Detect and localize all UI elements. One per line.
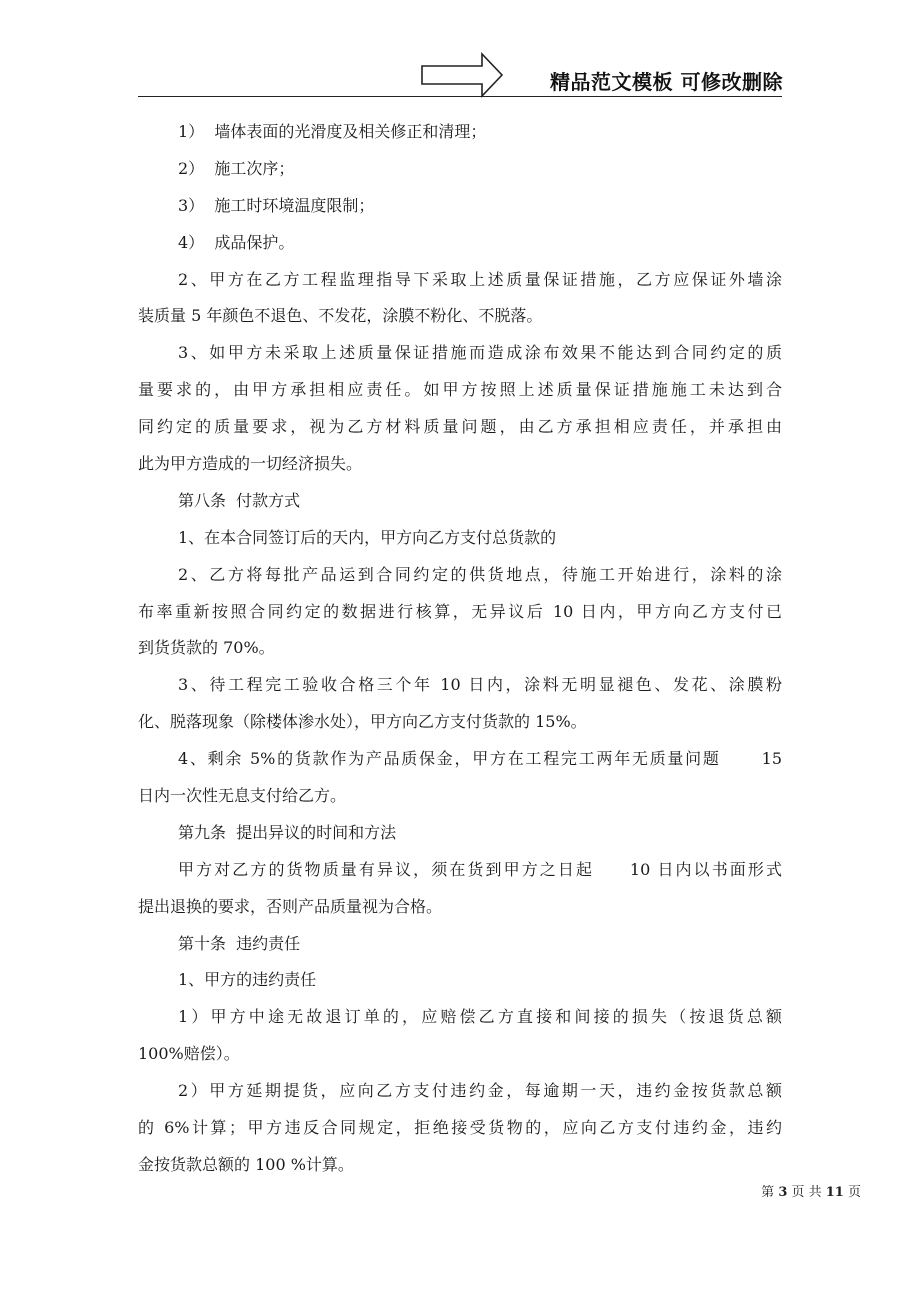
right-arrow-outline-icon [420, 52, 504, 98]
text-line: 日内一次性无息支付给乙方。 [138, 786, 347, 806]
page-header [0, 0, 920, 100]
text-line: 第十条 违约责任 [178, 933, 301, 953]
text-line: 4、剩余 5%的货款作为产品质保金，甲方在工程完工两年无质量问题 15 [178, 749, 782, 769]
text-line: 3、如甲方未采取上述质量保证措施而造成涂布效果不能达到合同约定的质 [178, 343, 782, 363]
page-number-suffix: 页 [843, 1185, 861, 1200]
text-line: 2） 施工次序； [178, 158, 295, 178]
current-page: 3 [778, 1185, 788, 1200]
text-line: 1）甲方中途无故退订单的，应赔偿乙方直接和间接的损失（按退货总额 [178, 1007, 782, 1027]
document-body [138, 114, 782, 1184]
text-line: 此为甲方造成的一切经济损失。 [138, 454, 363, 474]
text-line: 同约定的质量要求，视为乙方材料质量问题，由乙方承担相应责任，并承担由 [138, 417, 782, 437]
text-line: 2）甲方延期提货，应向乙方支付违约金，每逾期一天，违约金按货款总额 [178, 1081, 782, 1101]
page-number [761, 1181, 861, 1200]
text-line: 4） 成品保护。 [178, 232, 295, 252]
text-line: 布率重新按照合同约定的数据进行核算，无异议后 10 日内，甲方向乙方支付已 [138, 601, 782, 621]
text-line: 甲方对乙方的货物质量有异议，须在货到甲方之日起 10 日内以书面形式 [178, 859, 782, 879]
header-title: 精品范文模板 可修改删除 [550, 70, 783, 94]
text-line: 化、脱落现象（除楼体渗水处），甲方向乙方支付货款的 15%。 [138, 712, 587, 732]
text-line: 量要求的，由甲方承担相应责任。如甲方按照上述质量保证措施施工未达到合 [138, 380, 782, 400]
text-line: 1、甲方的违约责任 [178, 970, 317, 990]
text-line: 第九条 提出异议的时间和方法 [178, 822, 397, 842]
total-pages: 11 [825, 1185, 844, 1200]
text-line: 2、乙方将每批产品运到合同约定的供货地点，待施工开始进行，涂料的涂 [178, 564, 782, 584]
text-line: 第八条 付款方式 [178, 490, 301, 510]
text-line: 装质量 5 年颜色不退色、不发花，涂膜不粉化、不脱落。 [138, 306, 543, 326]
text-line: 3） 施工时环境温度限制； [178, 195, 375, 215]
text-line: 1、在本合同签订后的天内，甲方向乙方支付总货款的 [178, 527, 557, 547]
page-number-prefix: 第 [761, 1185, 779, 1200]
text-line: 金按货款总额的 100 %计算。 [138, 1154, 354, 1174]
page-number-middle: 页 共 [787, 1185, 826, 1200]
text-line: 2、甲方在乙方工程监理指导下采取上述质量保证措施，乙方应保证外墙涂 [178, 269, 782, 289]
text-line: 3、待工程完工验收合格三个年 10 日内，涂料无明显褪色、发花、涂膜粉 [178, 675, 782, 695]
text-line: 1） 墙体表面的光滑度及相关修正和清理； [178, 122, 487, 141]
text-line: 的 6%计算；甲方违反合同规定，拒绝接受货物的，应向乙方支付违约金，违约 [138, 1118, 782, 1138]
header-divider [138, 96, 782, 97]
text-line: 到货货款的 70%。 [138, 638, 275, 658]
text-line: 提出退换的要求，否则产品质量视为合格。 [138, 896, 443, 916]
text-line: 100%赔偿）。 [138, 1044, 240, 1064]
